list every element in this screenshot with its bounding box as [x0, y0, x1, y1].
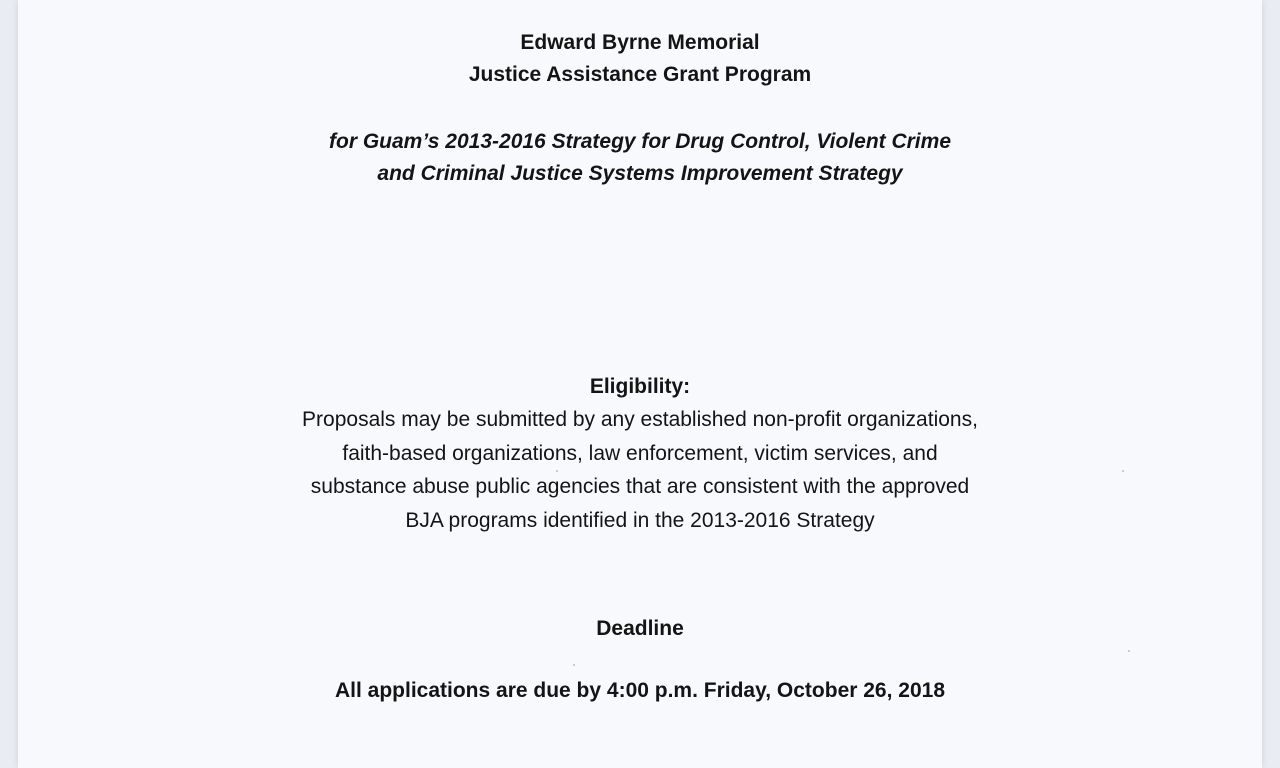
eligibility-line-4: BJA programs identified in the 2013-2016 Strategy [405, 509, 875, 532]
scan-speck [573, 664, 575, 666]
eligibility-line-2: faith-based organizations, law enforcement, victim services, and [342, 442, 938, 465]
eligibility-heading: Eligibility: [589, 375, 691, 398]
scan-speck [1128, 650, 1130, 652]
title-line-1: Edward Byrne Memorial [520, 31, 760, 54]
scan-speck [556, 470, 558, 472]
subtitle-line-2: and Criminal Justice Systems Improvement Strategy [377, 162, 903, 185]
eligibility-line-3: substance abuse public agencies that are consistent with the approved [310, 475, 970, 498]
deadline-text: All applications are due by 4:00 p.m. Friday, October 26, 2018 [335, 679, 945, 702]
scan-speck [1122, 470, 1124, 472]
eligibility-line-1: Proposals may be submitted by any established non-profit organizations, [302, 408, 978, 431]
deadline-heading: Deadline [596, 617, 684, 640]
subtitle-line-1: for Guam’s 2013-2016 Strategy for Drug Control, Violent Crime [329, 130, 951, 153]
title-line-2: Justice Assistance Grant Program [468, 63, 812, 86]
